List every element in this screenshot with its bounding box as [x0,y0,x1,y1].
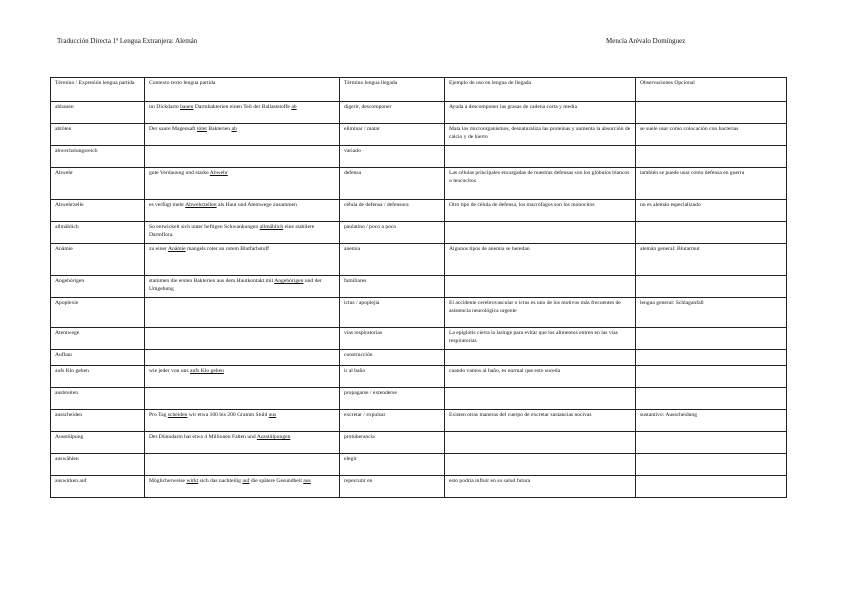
source-term-cell: auswirken auf [51,476,145,498]
target-term-cell: vías respiratorias [340,328,445,350]
source-term-cell: Ausstülpung [51,432,145,454]
target-term-cell: anemia [340,244,445,276]
context-text: mangels roter an rotem Blutfarbstoff [185,246,269,252]
highlighted-term: auf [242,478,250,484]
table-row [51,328,787,350]
target-term-cell: elegir [340,454,445,476]
highlighted-term: ab [231,126,237,132]
source-context-cell [145,454,340,476]
table-row [51,432,787,454]
source-context-cell [145,432,340,454]
highlighted-term: aus [268,412,277,418]
table-header-row [51,78,787,102]
table-row [51,222,787,244]
source-context-cell [145,476,340,498]
column-header-target-term: Término lengua llegada [340,78,445,102]
table-row [51,366,787,388]
highlighted-term: Abwehr [209,170,228,176]
table-row [51,244,787,276]
context-text: Darmbakterien einen Teil der Ballaststoffe [193,104,292,110]
observations-cell [636,388,787,410]
highlighted-term: aufs Klo gehen [190,368,224,374]
target-example-cell [445,350,636,366]
observations-cell [636,222,787,244]
table-row [51,454,787,476]
column-header-source-context: Contexto texto lengua partida [145,78,340,102]
context-text: wir etwa 100 bis 200 Gramm Stuhl [187,412,269,418]
table-row [51,168,787,200]
source-term-cell: Aufbau [51,350,145,366]
source-term-cell: ausbreiten [51,388,145,410]
observations-cell [636,276,787,298]
observations-cell [636,146,787,168]
highlighted-term: Anämie [167,246,186,252]
context-text: Der Dünndarm hat etwa 4 Millionen Falten und [149,434,257,440]
table-row [51,124,787,146]
source-context-cell [145,124,340,146]
table-row [51,146,787,168]
highlighted-term: Angehörigen [274,278,304,284]
source-context-cell [145,328,340,350]
document-header-author: Mencía Arévalo Domínguez [606,37,686,45]
target-example-cell: Otro tipo de célula de defensa, los macrófagos son los monocitos [445,200,636,222]
context-text: So entwickelt sich unter heftigen Schwankungen [149,224,260,230]
highlighted-term: scheiden [167,412,188,418]
target-term-cell: célula de defensa / defensora [340,200,445,222]
target-term-cell: construcción [340,350,445,366]
source-context-cell [145,388,340,410]
target-example-cell: Ayuda a descomponer las grasas de cadena corta y media [445,102,636,124]
target-example-cell [445,454,636,476]
target-term-cell: familiares [340,276,445,298]
source-context-cell [145,276,340,298]
glossary-table [50,77,787,498]
target-term-cell: ictus / apoplejía [340,298,445,328]
context-text: zu einer [149,246,168,252]
context-text: wie jeder von uns [149,368,191,374]
context-text: es verfügt mehr [149,202,186,208]
highlighted-term: wirkt [186,478,199,484]
highlighted-term: aus [303,478,311,484]
observations-cell: se suele usar como colocación con bacterias [636,124,787,146]
observations-cell: no es alemán especializado [636,200,787,222]
target-term-cell: ir al baño [340,366,445,388]
table-row [51,388,787,410]
target-term-cell: repercutir en [340,476,445,498]
context-text: Möglicherweise [149,478,187,484]
source-term-cell: Atemwege [51,328,145,350]
highlighted-term: bauen [180,104,194,110]
target-example-cell [445,432,636,454]
source-context-cell [145,222,340,244]
source-term-cell: Anämie [51,244,145,276]
target-example-cell: cuando vamos al baño, es normal que esto suceda [445,366,636,388]
context-text: sich das nachteilig [198,478,243,484]
target-example-cell: La epiglotis cierra la laringe para evitar que los alimentos entren en las vías respiratorias [445,328,636,350]
context-text: eine stabilere Darmflora. [149,224,315,239]
column-header-target-example: Ejemplo de uso en lengua de llegada [445,78,636,102]
context-text: im Dickdarm [149,104,181,110]
context-text: Bakterien [206,126,232,132]
source-term-cell: auswählen [51,454,145,476]
target-term-cell: protuberancia [340,432,445,454]
observations-cell [636,328,787,350]
target-term-cell: defensa [340,168,445,200]
observations-cell [636,432,787,454]
context-text: Pro Tag [149,412,168,418]
target-term-cell: eliminar / matar [340,124,445,146]
highlighted-term: allmählich [259,224,284,230]
observations-cell [636,366,787,388]
context-text: und der Umgebung [149,278,322,293]
target-example-cell: esto podría influir en su salud futura [445,476,636,498]
target-term-cell: digerir, descomponer [340,102,445,124]
highlighted-term: ab [291,104,297,110]
observations-cell: sustantivo: Ausscheidung [636,410,787,432]
observations-cell: alemán general: Blutarmut [636,244,787,276]
observations-cell [636,454,787,476]
target-example-cell: Algunos tipos de anemia se heredan [445,244,636,276]
source-term-cell: allmählich [51,222,145,244]
context-text: stammen die ersten Bakterien aus dem Hautkontakt mit [149,278,275,284]
context-text: die spätere Gesundheit [249,478,304,484]
table-body [51,102,787,498]
target-example-cell [445,276,636,298]
source-context-cell [145,168,340,200]
target-example-cell: El accidente cerebrovascular o ictus es uno de los motivos más frecuentes de asistencia neurológica urgente [445,298,636,328]
target-example-cell [445,222,636,244]
document-header-title: Traducción Directa 1ª Lengua Extranjera: Alemán [57,37,198,45]
source-term-cell: Abwehrzelle [51,200,145,222]
source-term-cell: abtöten [51,124,145,146]
source-context-cell [145,102,340,124]
source-term-cell: abwechslungsreich [51,146,145,168]
table-row [51,476,787,498]
highlighted-term: Ausstülpungen [256,434,291,440]
target-example-cell [445,146,636,168]
highlighted-term: tötet [197,126,207,132]
table-row [51,410,787,432]
source-context-cell [145,244,340,276]
source-term-cell: Abwehr [51,168,145,200]
observations-cell [636,350,787,366]
context-text: als Haut und Atemwege zusammen [216,202,297,208]
observations-cell [636,476,787,498]
source-term-cell: Angehörigen [51,276,145,298]
source-term-cell: Apoplexie [51,298,145,328]
source-context-cell [145,410,340,432]
observations-cell: también se puede usar como defensa en guerra [636,168,787,200]
target-term-cell: variado [340,146,445,168]
target-example-cell: Las células principales encargadas de nuestras defensas son los glóbulos blancos o leucocitos [445,168,636,200]
table-row [51,200,787,222]
target-term-cell: paulatino / poco a poco [340,222,445,244]
context-text: gute Verdauung und starke [149,170,210,176]
context-text: Der saure Magensaft [149,126,197,132]
source-term-cell: abbauen [51,102,145,124]
observations-cell: lengua general: Schlaganfall [636,298,787,328]
target-term-cell: propagarse / extenderse [340,388,445,410]
source-context-cell [145,200,340,222]
column-header-observations: Observaciones Opcional [636,78,787,102]
table-row [51,276,787,298]
target-term-cell: excretar / expulsar [340,410,445,432]
highlighted-term: Abwehrzellen [185,202,217,208]
source-context-cell [145,366,340,388]
source-context-cell [145,298,340,328]
target-example-cell: Existen otras maneras del cuerpo de excretar sustancias nocivas [445,410,636,432]
table-row [51,350,787,366]
source-context-cell [145,146,340,168]
column-header-source-term: Término / Expresión lengua partida [51,78,145,102]
source-term-cell: ausscheiden [51,410,145,432]
table-row [51,298,787,328]
table-row [51,102,787,124]
source-context-cell [145,350,340,366]
target-example-cell: Mata los microorganismos, desnaturaliza las proteínas y aumenta la absorción de calcio y de hierro [445,124,636,146]
target-example-cell [445,388,636,410]
observations-cell [636,102,787,124]
source-term-cell: aufs Klo gehen [51,366,145,388]
